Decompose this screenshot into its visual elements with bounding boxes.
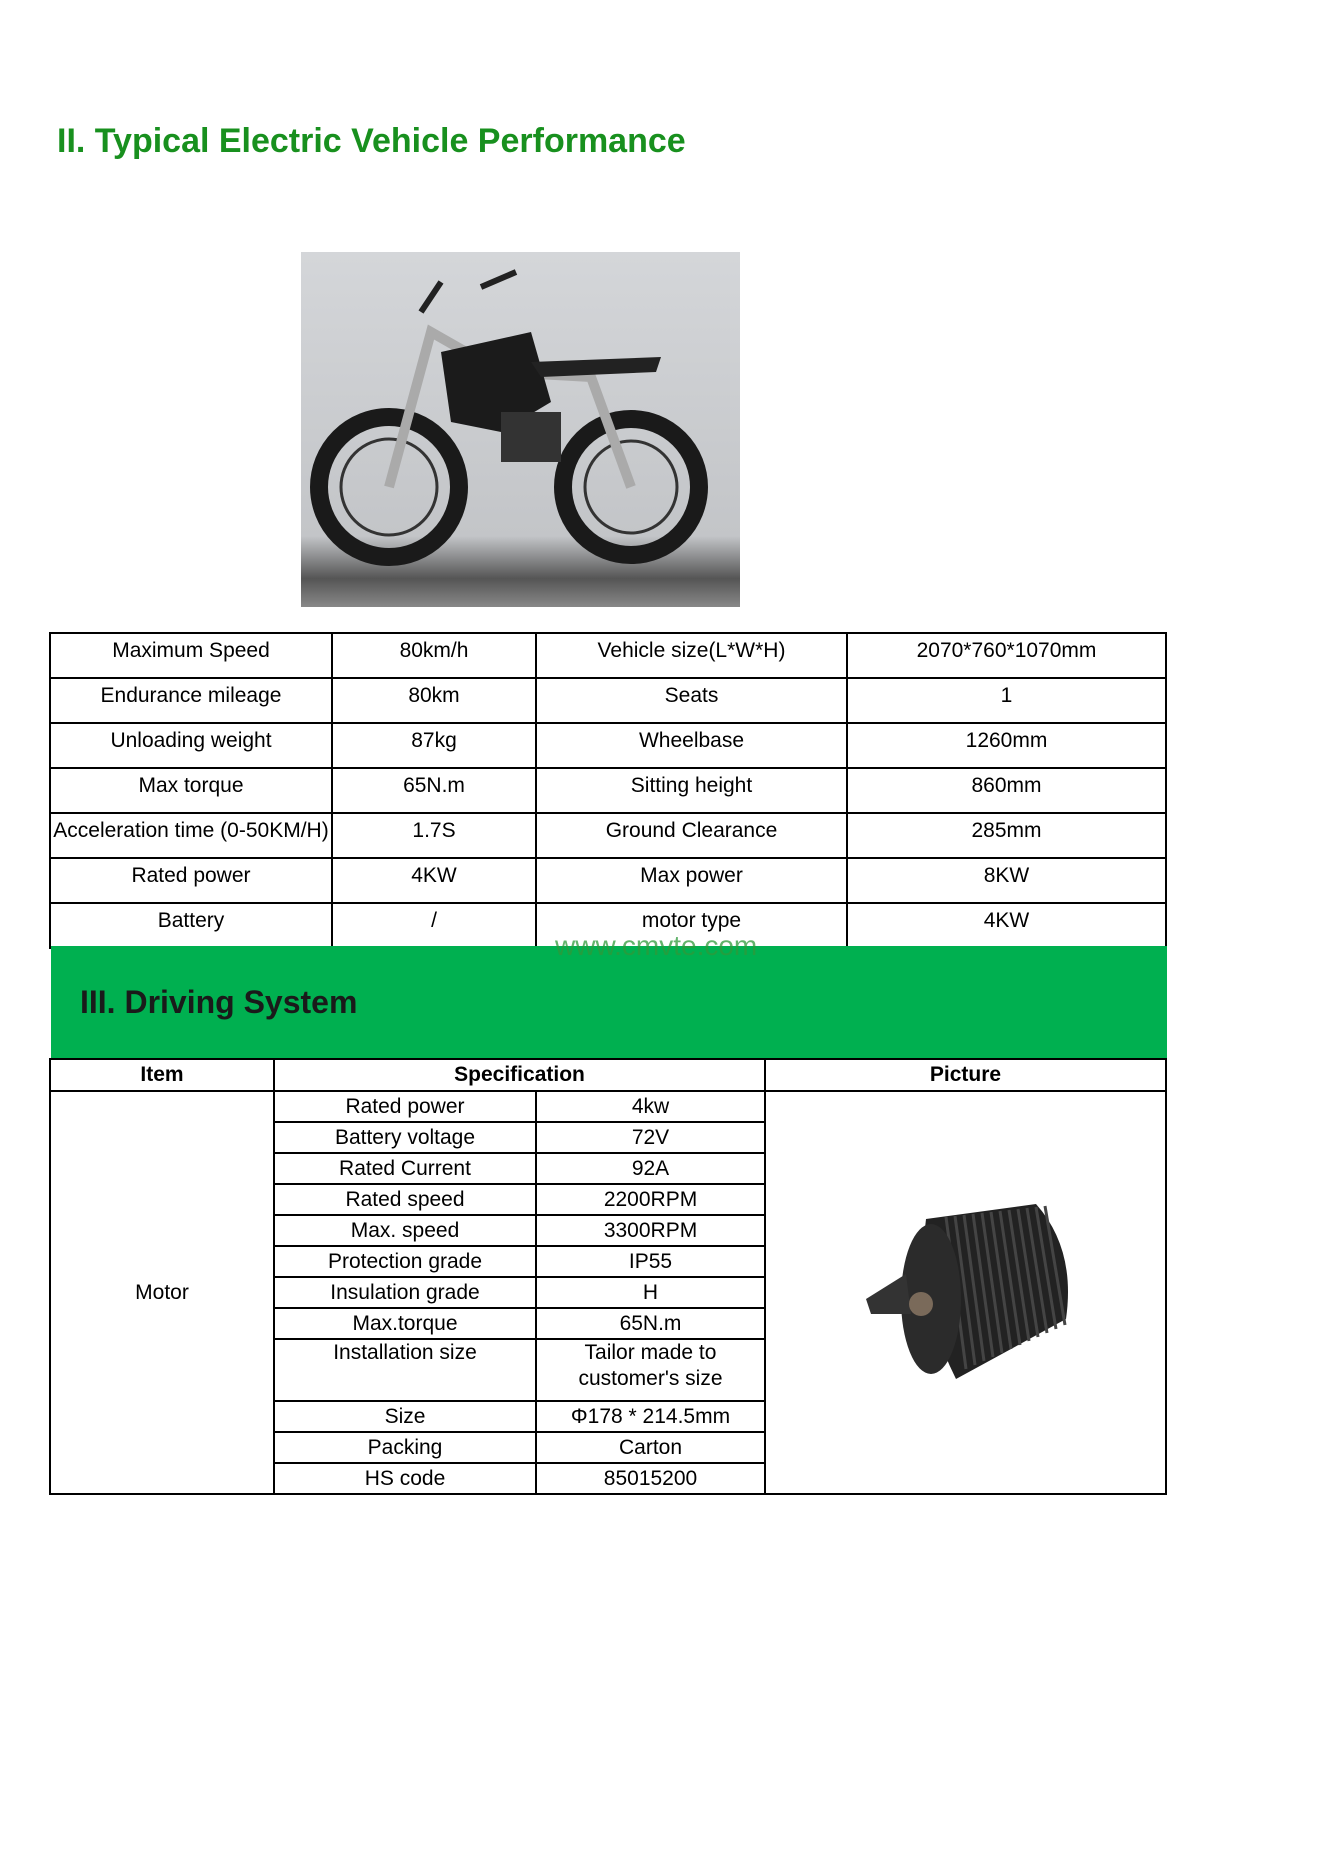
spec-label: Rated Current — [274, 1153, 536, 1184]
spec-label: HS code — [274, 1463, 536, 1494]
motor-image — [765, 1091, 1166, 1494]
spec-value: 285mm — [847, 813, 1166, 858]
spec-label: Rated power — [50, 858, 332, 903]
performance-table — [49, 632, 1167, 949]
header-picture: Picture — [765, 1059, 1166, 1091]
spec-label: Packing — [274, 1432, 536, 1463]
item-motor: Motor — [50, 1091, 274, 1494]
spec-value: 85015200 — [536, 1463, 765, 1494]
spec-value: 65N.m — [332, 768, 536, 813]
header-item: Item — [50, 1059, 274, 1091]
spec-value: 80km/h — [332, 633, 536, 678]
table-row — [50, 633, 1166, 678]
spec-value: 80km — [332, 678, 536, 723]
spec-label: motor type — [536, 903, 847, 948]
spec-value: / — [332, 903, 536, 948]
table-row — [50, 678, 1166, 723]
spec-label: Rated power — [274, 1091, 536, 1122]
spec-value: 72V — [536, 1122, 765, 1153]
spec-label: Battery — [50, 903, 332, 948]
motorcycle-image — [301, 252, 740, 607]
table-row — [50, 813, 1166, 858]
spec-value: Carton — [536, 1432, 765, 1463]
section-title-driving: III. Driving System — [80, 984, 358, 1020]
table-row — [50, 1091, 1166, 1122]
spec-label: Acceleration time (0-50KM/H) — [50, 813, 332, 858]
driving-system-table — [49, 1058, 1167, 1495]
spec-label: Sitting height — [536, 768, 847, 813]
spec-label: Insulation grade — [274, 1277, 536, 1308]
watermark: www.cmvte.com — [555, 930, 758, 961]
spec-value: Φ178 * 214.5mm — [536, 1401, 765, 1432]
spec-label: Wheelbase — [536, 723, 847, 768]
spec-value: 4KW — [332, 858, 536, 903]
spec-label: Max.torque — [274, 1308, 536, 1339]
spec-label: Maximum Speed — [50, 633, 332, 678]
spec-value: 87kg — [332, 723, 536, 768]
table-row — [50, 858, 1166, 903]
section-title-performance: II. Typical Electric Vehicle Performance — [57, 122, 686, 160]
spec-label: Seats — [536, 678, 847, 723]
spec-value: 4kw — [536, 1091, 765, 1122]
spec-label: Max power — [536, 858, 847, 903]
spec-value: H — [536, 1277, 765, 1308]
section-banner — [51, 946, 1167, 1058]
spec-label: Vehicle size(L*W*H) — [536, 633, 847, 678]
spec-value: 3300RPM — [536, 1215, 765, 1246]
spec-value: 1.7S — [332, 813, 536, 858]
spec-value: 92A — [536, 1153, 765, 1184]
spec-label: Unloading weight — [50, 723, 332, 768]
spec-value: 1 — [847, 678, 1166, 723]
spec-value: 2070*760*1070mm — [847, 633, 1166, 678]
spec-value: 4KW — [847, 903, 1166, 948]
spec-label: Installation size — [274, 1339, 536, 1401]
spec-label: Ground Clearance — [536, 813, 847, 858]
spec-value: 860mm — [847, 768, 1166, 813]
spec-value: 2200RPM — [536, 1184, 765, 1215]
spec-label: Protection grade — [274, 1246, 536, 1277]
spec-value: 8KW — [847, 858, 1166, 903]
table-row — [50, 723, 1166, 768]
spec-label: Battery voltage — [274, 1122, 536, 1153]
spec-value: Tailor made to customer's size — [536, 1339, 765, 1401]
spec-value: 65N.m — [536, 1308, 765, 1339]
spec-label: Max. speed — [274, 1215, 536, 1246]
table-row — [50, 768, 1166, 813]
spec-label: Size — [274, 1401, 536, 1432]
header-specification: Specification — [274, 1059, 765, 1091]
spec-value: 1260mm — [847, 723, 1166, 768]
spec-label: Max torque — [50, 768, 332, 813]
spec-label: Rated speed — [274, 1184, 536, 1215]
spec-value: IP55 — [536, 1246, 765, 1277]
spec-label: Endurance mileage — [50, 678, 332, 723]
